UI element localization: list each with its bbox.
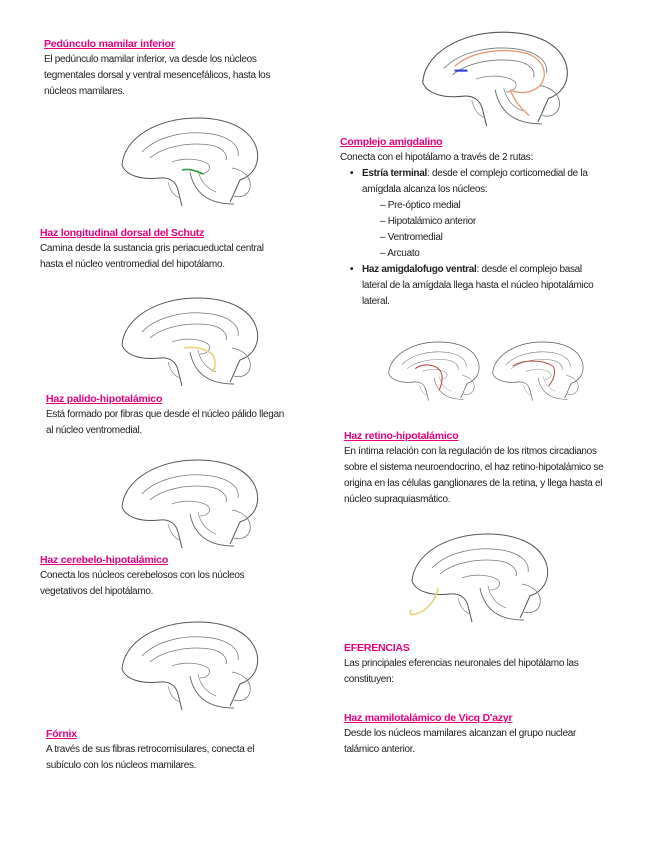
- route-desc: : desde el complejo basal lateral de la amígdala llega hasta el núcleo hipotalámico lateral.: [362, 264, 594, 307]
- routes-list: [340, 166, 602, 310]
- brain-diagram-pedunculo: [112, 110, 262, 210]
- nucleus-item: – Pre-óptico medial: [380, 198, 602, 214]
- section-body: Desde los núcleos mamilares alcanzan el grupo nuclear talámico anterior.: [344, 728, 577, 755]
- nucleus-item: – Hipotalámico anterior: [380, 214, 602, 230]
- section-eferencias: [344, 642, 606, 688]
- route-name: Estría terminal: [362, 168, 427, 179]
- section-pedunculo-mamilar: [44, 38, 284, 100]
- section-title: Haz retino-hipotalámico: [344, 430, 459, 442]
- brain-diagram-palido: [112, 452, 262, 552]
- brain-diagram-retino: [402, 526, 552, 626]
- section-title: Pedúnculo mamilar inferior: [44, 38, 175, 50]
- route-desc: : desde el complejo corticomedial de la amígdala alcanza los núcleos:: [362, 168, 588, 195]
- section-title: Haz longitudinal dorsal del Schutz: [40, 227, 205, 239]
- section-haz-cerebelo: [40, 554, 285, 600]
- section-haz-retino: [344, 430, 606, 508]
- section-body: Las principales eferencias neuronales del hipotálamo las constituyen:: [344, 658, 579, 685]
- route-name: Haz amigdalofugo ventral: [362, 264, 477, 275]
- section-body: Está formado por fibras que desde el núcleo pálido llegan al núcleo ventromedial.: [46, 409, 285, 436]
- nuclei-list: [362, 198, 602, 262]
- brain-diagram-amigdala-left: [382, 330, 482, 410]
- section-haz-schutz: [40, 227, 285, 273]
- section-fornix: [46, 728, 286, 774]
- section-title: Haz mamilotalámico de Vicq D'azyr: [344, 712, 513, 724]
- section-intro: Conecta con el hipotálamo a través de 2 rutas:: [340, 152, 533, 163]
- section-haz-vicq: [344, 712, 606, 758]
- route-haz-amigdalofugo: [354, 262, 602, 310]
- section-body: A través de sus fibras retrocomisulares, conecta el subículo con los núcleos mamilares.: [46, 744, 255, 771]
- section-title: Haz cerebelo-hipotalámico: [40, 554, 169, 566]
- brain-diagram-cerebelo: [112, 614, 262, 714]
- section-title: EFERENCIAS: [344, 642, 410, 654]
- section-body: El pedúnculo mamilar inferior, va desde los núcleos tegmentales dorsal y ventral mesencefálicos, hasta los núcleos mamilares.: [44, 54, 271, 97]
- nucleus-item: – Arcuato: [380, 246, 602, 262]
- brain-diagram-amigdala-top: [412, 22, 572, 132]
- section-body: En íntima relación con la regulación de los ritmos circadianos sobre el sistema neuroendocrino, el haz retino-hipotalámico se origina en las células ganglionares de la retina, y llega hasta el núcleo supraquiasmático.: [344, 446, 604, 505]
- section-body: Camina desde la sustancia gris periacueductal central hasta el núcleo ventromedial del hipotálamo.: [40, 243, 264, 270]
- section-body: Conecta los núcleos cerebelosos con los núcleos vegetativos del hipotálamo.: [40, 570, 245, 597]
- section-title: Fórnix: [46, 728, 77, 740]
- section-complejo-amigdalino: [340, 136, 602, 310]
- section-title: Complejo amigdalino: [340, 136, 443, 148]
- nucleus-item: – Ventromedial: [380, 230, 602, 246]
- brain-diagram-amigdala-right: [486, 330, 586, 410]
- section-title: Haz palido-hipotalámico: [46, 393, 163, 405]
- brain-diagram-schutz: [112, 290, 262, 390]
- route-estria-terminal: [354, 166, 602, 262]
- section-haz-palido: [46, 393, 286, 439]
